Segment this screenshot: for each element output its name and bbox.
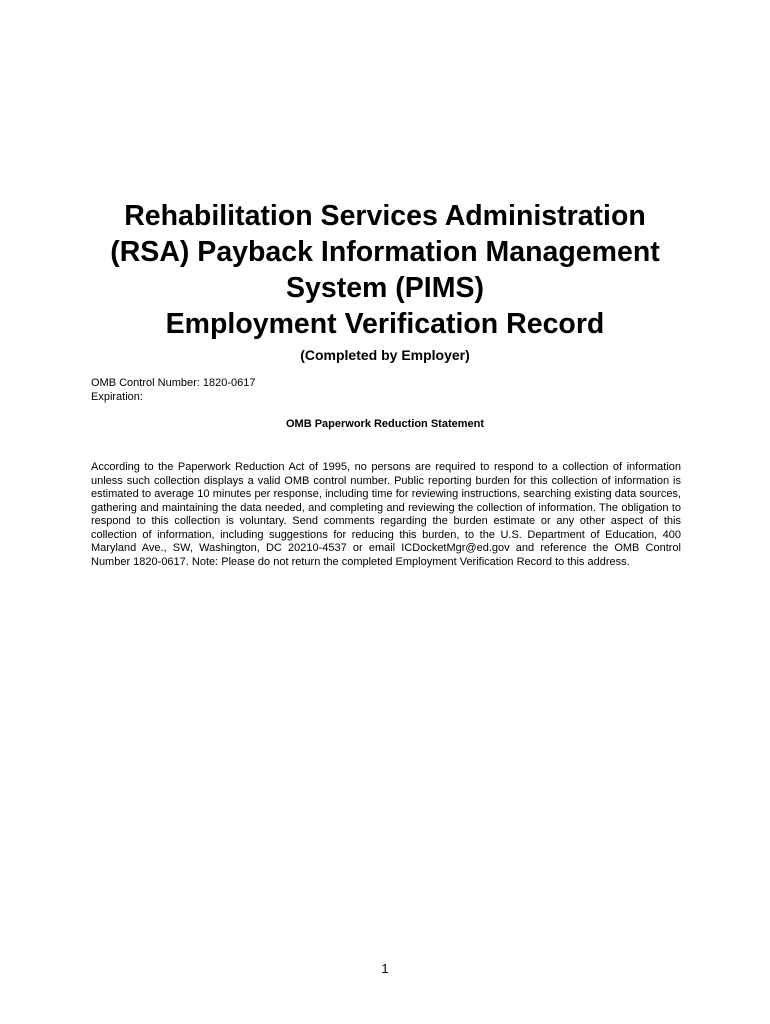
omb-control-number: OMB Control Number: 1820-0617 (91, 377, 256, 389)
document-subtitle: (Completed by Employer) (300, 347, 470, 363)
title-line-3: System (PIMS) (286, 272, 484, 304)
omb-expiration: Expiration: (91, 390, 143, 403)
title-line-1: Rehabilitation Services Administration (124, 200, 646, 232)
document-title (60, 198, 710, 364)
omb-info (91, 377, 255, 404)
statement-body: According to the Paperwork Reduction Act of 1995, no persons are required to respond to a collection of information unless such collection displays a valid OMB control number. Public reporting burden for this collection of information is estimated to average 10 minutes per response, including time for reviewing instructions, searching existing data sources, gathering and maintaining the data needed, and completing and reviewing the collection of information. The obligation to respond to this collection is voluntary. Send comments regarding the burden estimate or any other aspect of this collection of information, including suggestions for reducing this burden, to the U.S. Department of Education, 400 Maryland Ave., SW, Washington, DC 20210-4537 or email ICDocketMgr@ed.gov and reference the OMB Control Number 1820-0617. Note: Please do not return the completed Employment Verification Record to this address. (91, 461, 681, 568)
title-line-2: (RSA) Payback Information Management (110, 236, 660, 268)
statement-heading: OMB Paperwork Reduction Statement (285, 418, 485, 430)
title-line-4: Employment Verification Record (165, 308, 605, 340)
page-number: 1 (381, 961, 389, 976)
